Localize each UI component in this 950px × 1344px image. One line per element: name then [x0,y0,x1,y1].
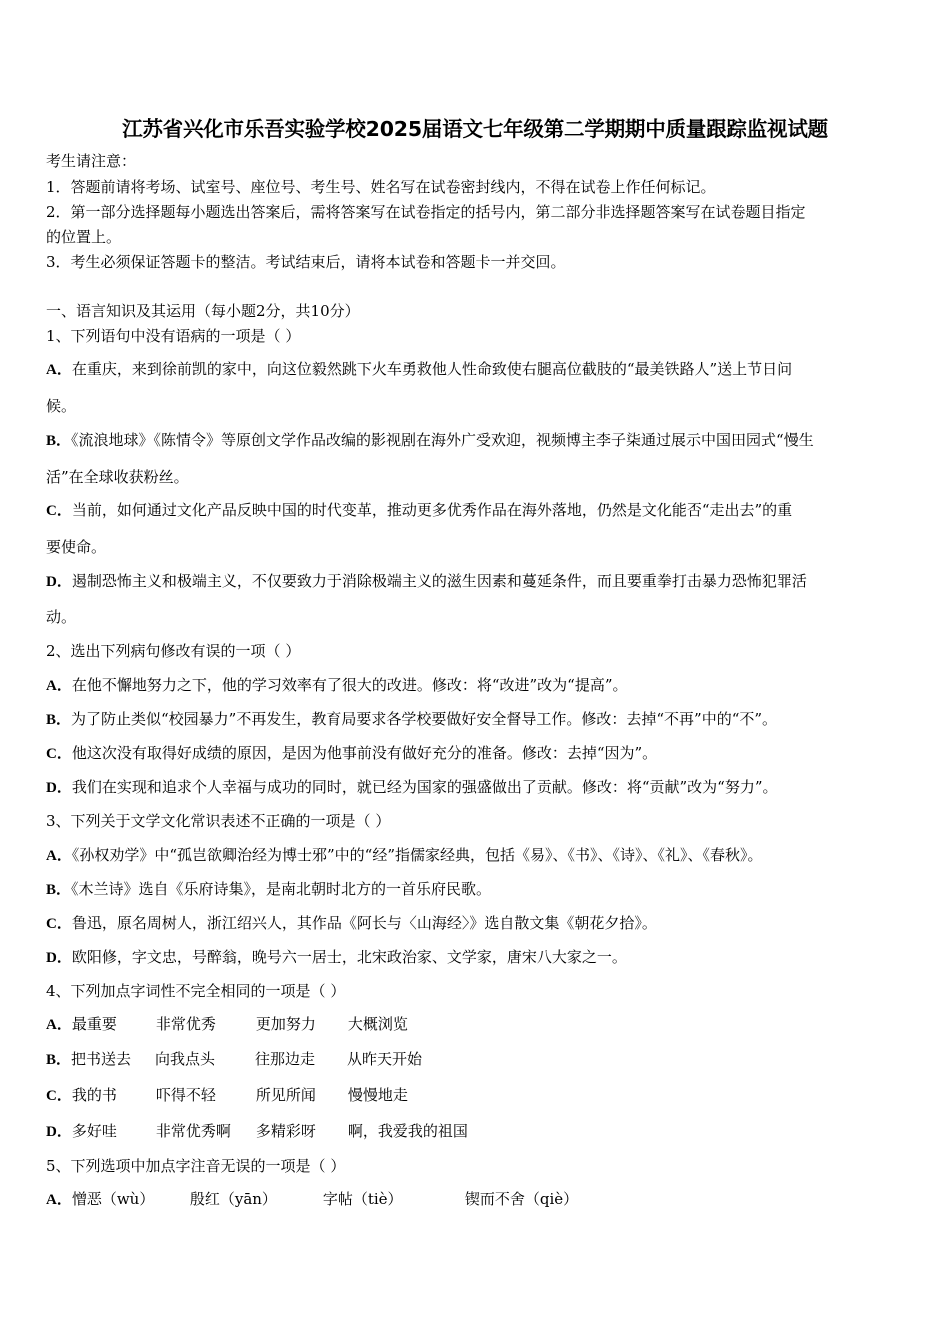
q4-a-item-2: 非常优秀 [155,1015,216,1033]
q4-option-c [46,1085,408,1106]
q4-b-item-2: 向我点头 [155,1050,216,1068]
q4-option-b [46,1049,422,1070]
q4-option-d [46,1121,468,1142]
q3-option-c-text: 鲁迅，原名周树人，浙江绍兴人，其作品《阿长与〈山海经〉》选自散文集《朝花夕拾》。 [71,914,657,932]
option-letter: A． [46,1192,72,1208]
q1-option-c [46,500,792,521]
q5-option-a [46,1189,578,1210]
page-title: 江苏省兴化市乐吾实验学校2025届语文七年级第二学期期中质量跟踪监视试题 [122,117,828,141]
q5-a-item-4: 锲而不舍（qiè） [464,1190,579,1208]
q3-option-a-text: 《孙权劝学》中“孤岂欲卿治经为博士邪”中的“经”指儒家经典，包括《易》、《书》、《诗》、《礼》、《春秋》。 [71,846,763,864]
q5-a-item-2: 殷红（yān） [189,1190,277,1208]
q5-a-item-3: 字帖（tiè） [322,1190,403,1208]
q2-option-a [46,675,628,696]
q1-option-d [46,571,807,592]
q3-option-b-text: 《木兰诗》选自《乐府诗集》，是南北朝时北方的一首乐府民歌。 [71,880,492,898]
section-heading: 一、语言知识及其运用（每小题2分，共10分） [46,302,360,320]
q3-option-d-text: 欧阳修，字文忠，号醉翁，晚号六一居士，北宋政治家、文学家，唐宋八大家之一。 [71,948,627,966]
q2-option-d [46,777,778,798]
notice-heading: 考生请注意： [46,152,137,170]
q1-stem: 1、下列语句中没有语病的一项是（ ） [46,327,301,345]
q4-c-item-3: 所见所闻 [255,1086,316,1104]
q4-d-item-1: 多好哇 [71,1122,117,1140]
q2-option-b [46,709,777,730]
option-letter: B． [46,433,72,449]
q4-option-a [46,1014,408,1035]
q1-option-a-cont: 候。 [46,397,77,415]
option-letter: A． [46,848,72,864]
notice-item-2: 2．第一部分选择题每小题选出答案后，需将答案写在试卷指定的括号内，第二部分非选择题答案写在试卷题目指定 [46,203,806,221]
q4-b-item-4: 从昨天开始 [347,1050,423,1068]
q4-a-item-3: 更加努力 [255,1015,316,1033]
q1-option-b-cont: 活”在全球收获粉丝。 [46,468,189,486]
q2-option-c [46,743,657,764]
option-letter: C． [46,1088,72,1104]
q2-option-d-text: 我们在实现和追求个人幸福与成功的同时，就已经为国家的强盛做出了贡献。修改：将“贡献”改为“努力”。 [71,778,778,796]
q1-option-b-text: 《流浪地球》《陈情令》等原创文学作品改编的影视剧在海外广受欢迎，视频博主李子柒通过展示中国田园式“慢生 [71,431,814,449]
q2-option-c-text: 他这次没有取得好成绩的原因，是因为他事前没有做好充分的准备。修改：去掉“因为”。 [71,744,658,762]
option-letter: A． [46,362,72,378]
q4-d-item-2: 非常优秀啊 [155,1122,231,1140]
q1-option-d-text: 遏制恐怖主义和极端主义，不仅要致力于消除极端主义的滋生因素和蔓延条件，而且要重拳打击暴力恐怖犯罪活 [71,572,807,590]
q4-c-item-2: 吓得不轻 [155,1086,216,1104]
q4-a-item-1: 最重要 [71,1015,117,1033]
q3-option-a [46,845,763,866]
option-letter: B． [46,1052,72,1068]
q1-option-d-cont: 动。 [46,608,77,626]
q4-b-item-3: 往那边走 [255,1050,316,1068]
q1-option-a [46,359,792,380]
q1-option-a-text: 在重庆，来到徐前凯的家中，向这位毅然跳下火车勇救他人性命致使右腿高位截肢的“最美铁路人”送上节日问 [71,360,793,378]
q4-a-item-4: 大概浏览 [347,1015,408,1033]
q1-option-c-text: 当前，如何通过文化产品反映中国的时代变革，推动更多优秀作品在海外落地，仍然是文化能否“走出去”的重 [71,501,793,519]
q3-option-d [46,947,627,968]
notice-item-3: 3．考生必须保证答题卡的整洁。考试结束后，请将本试卷和答题卡一并交回。 [46,253,566,271]
option-letter: C． [46,746,72,762]
option-letter: C． [46,916,72,932]
option-letter: A． [46,678,72,694]
option-letter: D． [46,780,72,796]
q1-option-c-cont: 要使命。 [46,538,107,556]
q5-a-item-1: 憎恶（wù） [71,1190,155,1208]
q4-d-item-3: 多精彩呀 [255,1122,316,1140]
q2-stem: 2、选出下列病句修改有误的一项（ ） [46,642,301,660]
q4-c-item-1: 我的书 [71,1086,117,1104]
option-letter: B． [46,712,72,728]
q5-stem: 5、下列选项中加点字注音无误的一项是（ ） [46,1157,346,1175]
notice-item-2-cont: 的位置上。 [46,228,122,246]
option-letter: A． [46,1017,72,1033]
q2-option-b-text: 为了防止类似“校园暴力”不再发生，教育局要求各学校要做好安全督导工作。修改：去掉“不再”中的“不”。 [71,710,778,728]
q3-stem: 3、下列关于文学文化常识表述不正确的一项是（ ） [46,812,391,830]
option-letter: D． [46,1124,72,1140]
q4-stem: 4、下列加点字词性不完全相同的一项是（ ） [46,982,346,1000]
q4-b-item-1: 把书送去 [71,1050,132,1068]
option-letter: B． [46,882,72,898]
q1-option-b [46,430,814,451]
q2-option-a-text: 在他不懈地努力之下，他的学习效率有了很大的改进。修改：将“改进”改为“提高”。 [71,676,628,694]
option-letter: C． [46,503,72,519]
option-letter: D． [46,950,72,966]
q3-option-c [46,913,657,934]
option-letter: D． [46,574,72,590]
q4-d-item-4: 啊，我爱我的祖国 [347,1122,468,1140]
notice-item-1: 1．答题前请将考场、试室号、座位号、考生号、姓名写在试卷密封线内，不得在试卷上作任何标记。 [46,178,716,196]
q4-c-item-4: 慢慢地走 [347,1086,408,1104]
q3-option-b [46,879,491,900]
